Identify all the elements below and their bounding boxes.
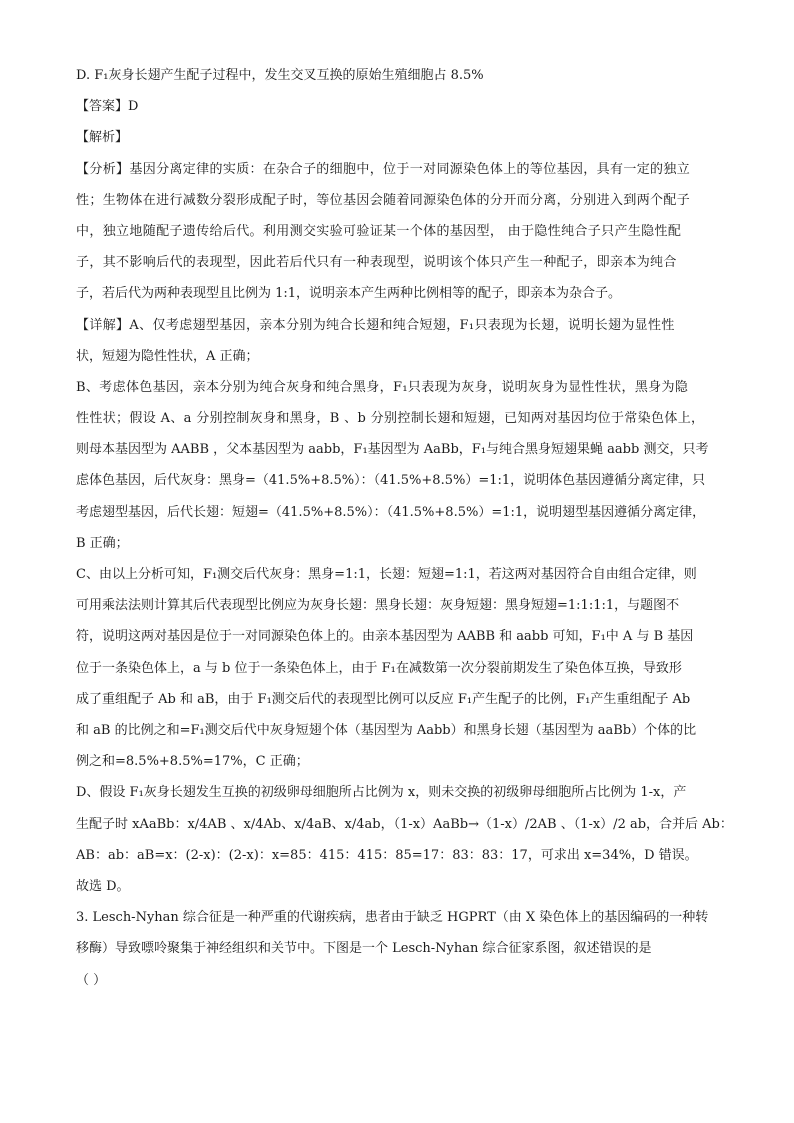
option-c-line-6: 和 aB 的比例之和=F₁测交后代中灰身短翅个体（基因型为 Aabb）和黑身长翅（基因型为 aaBb）个体的比 [76,723,697,738]
question-3-line-1: 3. Lesch-Nyhan 综合征是一种严重的代谢疾病，患者由于缺乏 HGPRT（由 X 染色体上的基因编码的一种转 [76,910,709,925]
option-c-line-1: C、由以上分析可知，F₁测交后代灰身：黑身=1:1，长翅：短翅=1:1，若这两对基因符合自由组合定律，则 [76,567,697,582]
answer-label: 【答案】D [76,99,139,114]
option-b-line-6: B 正确； [76,536,129,551]
option-c-line-5: 成了重组配子 Ab 和 aB，由于 F₁测交后代的表现型比例可以反应 F₁产生配子的比例，F₁产生重组配子 Ab [76,692,691,707]
option-c-line-4: 位于一条染色体上，a 与 b 位于一条染色体上，由于 F₁在减数第一次分裂前期发生了染色体互换，导致形 [76,661,682,676]
option-b-line-1: B、考虑体色基因，亲本分别为纯合灰身和纯合黑身，F₁只表现为灰身，说明灰身为显性性状，黑身为隐 [76,380,689,395]
fenxi-line-2: 性；生物体在进行减数分裂形成配子时，等位基因会随着同源染色体的分开而分离，分别进入到两个配子 [76,193,691,208]
option-d-line-2: 生配子时 xAaBb：x/4AB 、x/4Ab、x/4aB、x/4ab，（1-x）AaBb→（1-x）/2AB 、（1-x）/2 ab，合并后 Ab： [76,817,733,832]
option-b-line-3: 则母本基因型为 AABB ，父本基因型为 aabb，F₁基因型为 AaBb，F₁与纯合黑身短翅果蝇 aabb 测交，只考 [76,442,709,457]
xiangjie-line-1: 【详解】A、仅考虑翅型基因，亲本分别为纯合长翅和纯合短翅，F₁只表现为长翅，说明长翅为显性性 [76,318,675,333]
xiangjie-line-2: 状，短翅为隐性性状，A 正确； [76,349,259,364]
fenxi-line-3: 中，独立地随配子遗传给后代。利用测交实验可验证某一个体的基因型， 由于隐性纯合子只产生隐性配 [76,224,682,239]
option-d-line-1: D、假设 F₁灰身长翅发生互换的初级卵母细胞所占比例为 x，则未交换的初级卵母细胞所占比例为 1-x，产 [76,785,687,800]
answer-blank: （ ） [76,973,107,988]
option-d-line-3: AB：ab：aB=x：(2-x)：(2-x)：x=85：415：415：85=17：83：83：17，可求出 x=34%，D 错误。 [76,848,698,863]
option-c-line-7: 例之和=8.5%+8.5%=17%，C 正确； [76,754,309,769]
fenxi-line-1: 【分析】基因分离定律的实质：在杂合子的细胞中，位于一对同源染色体上的等位基因，具有一定的独立 [76,162,691,177]
option-b-line-2: 性性状；假设 A、a 分别控制灰身和黑身，B 、b 分别控制长翅和短翅，已知两对基因均位于常染色体上， [76,411,705,426]
fenxi-line-5: 子，若后代为两种表现型且比例为 1:1，说明亲本产生两种比例相等的配子，即亲本为杂合子。 [76,286,622,301]
option-b-line-4: 虑体色基因，后代灰身：黑身=（41.5%+8.5%）：（41.5%+8.5%）=1:1，说明体色基因遵循分离定律，只 [76,473,706,488]
option-d-text: D. F₁灰身长翅产生配子过程中，发生交叉互换的原始生殖细胞占 8.5% [76,68,484,83]
conclusion: 故选 D。 [76,879,130,894]
analysis-heading: 【解析】 [76,130,129,145]
fenxi-line-4: 子，其不影响后代的表现型，因此若后代只有一种表现型，说明该个体只产生一种配子，即亲本为纯合 [76,255,677,270]
question-3-line-2: 移酶）导致嘌呤聚集于神经组织和关节中。下图是一个 Lesch-Nyhan 综合征家系图，叙述错误的是 [76,941,652,956]
option-c-line-2: 可用乘法法则计算其后代表现型比例应为灰身长翅：黑身长翅：灰身短翅：黑身短翅=1:1:1:1，与题图不 [76,598,680,613]
option-b-line-5: 考虑翅型基因，后代长翅：短翅=（41.5%+8.5%）：（41.5%+8.5%）=1:1，说明翅型基因遵循分离定律， [76,505,706,520]
option-c-line-3: 符，说明这两对基因是位于一对同源染色体上的。由亲本基因型为 AABB 和 aabb 可知，F₁中 A 与 B 基因 [76,629,694,644]
